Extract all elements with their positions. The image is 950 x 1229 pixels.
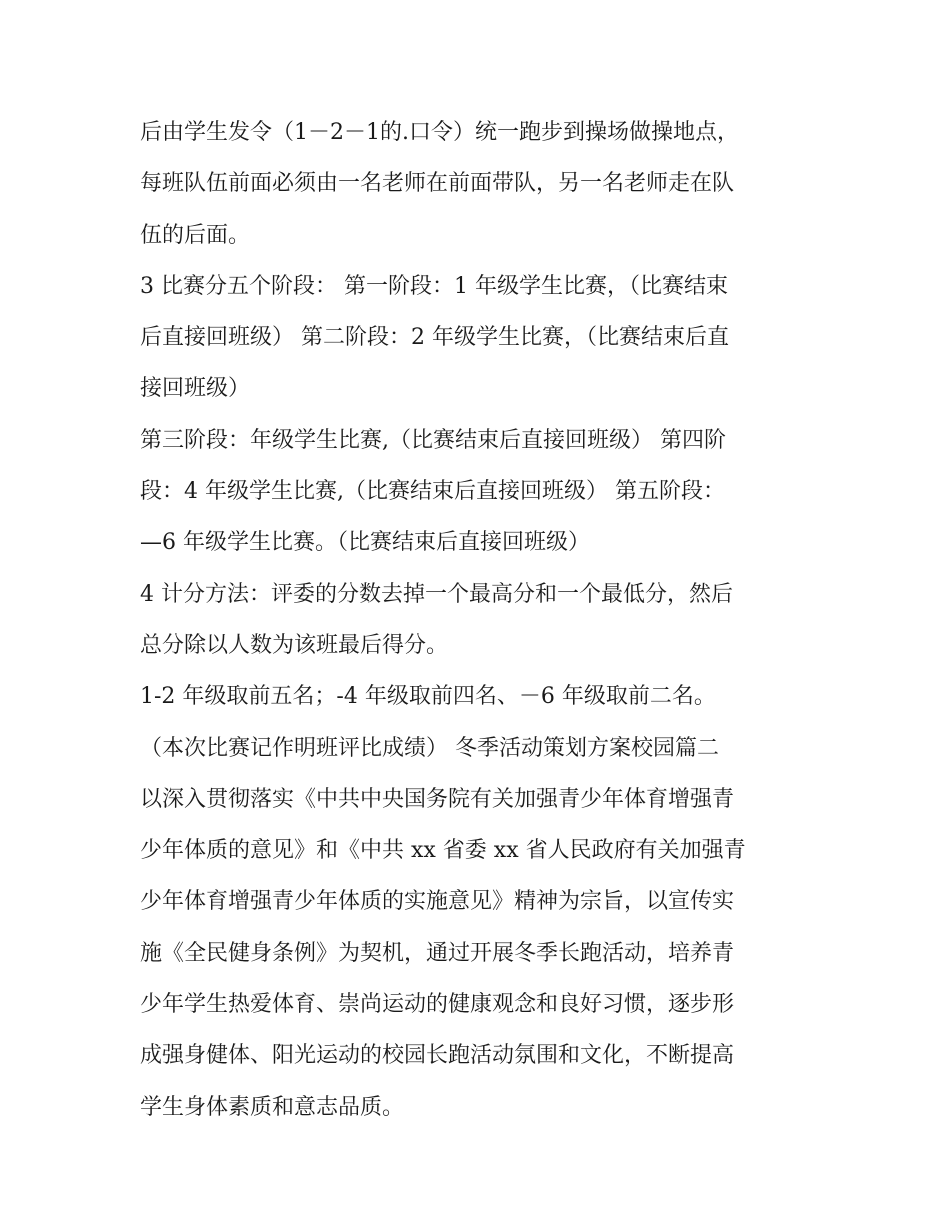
text-line: 1-2 年级取前五名；-4 年级取前四名、－6 年级取前二名。 (140, 684, 716, 710)
text-line: 总分除以人数为该班最后得分。 (140, 632, 449, 658)
document-body (140, 107, 820, 1133)
text-line: 后由学生发令（1－2－1的.口令）统一跑步到操场做操地点， (140, 120, 739, 145)
text-line: 学生身体素质和意志品质。 (140, 1094, 405, 1120)
text-line: —6 年级学生比赛。（比赛结束后直接回班级） (140, 530, 590, 556)
text-line: 接回班级） (140, 376, 251, 402)
text-line: 4 计分方法：评委的分数去掉一个最高分和一个最低分，然后 (140, 581, 733, 607)
text-line: 第三阶段：年级学生比赛,（比赛结束后直接回班级） 第四阶 (140, 427, 726, 453)
text-line: 3 比赛分五个阶段： 第一阶段：1 年级学生比赛，（比赛结束 (140, 273, 728, 299)
text-line: 少年体质的意见》和《中共 xx 省委 xx 省人民政府有关加强青 (140, 838, 746, 864)
text-line: 少年学生热爱体育、崇尚运动的健康观念和良好习惯，逐步形 (140, 992, 735, 1018)
text-line: （本次比赛记作明班评比成绩） 冬季活动策划方案校园篇二 (140, 735, 719, 761)
text-line: 伍的后面。 (140, 222, 251, 248)
text-line: 段：4 年级学生比赛,（比赛结束后直接回班级） 第五阶段： (140, 479, 725, 505)
text-line: 少年体育增强青少年体质的实施意见》精神为宗旨，以宣传实 (140, 889, 735, 915)
text-line: 后直接回班级） 第二阶段：2 年级学生比赛，（比赛结束后直 (140, 325, 729, 351)
text-line: 成强身健体、阳光运动的校园长跑活动氛围和文化，不断提高 (140, 1043, 735, 1069)
text-line: 施《全民健身条例》为契机，通过开展冬季长跑活动，培养青 (140, 940, 735, 966)
text-line: 以深入贯彻落实《中共中央国务院有关加强青少年体育增强青 (140, 786, 735, 812)
text-line: 每班队伍前面必须由一名老师在前面带队，另一名老师走在队 (140, 171, 735, 197)
